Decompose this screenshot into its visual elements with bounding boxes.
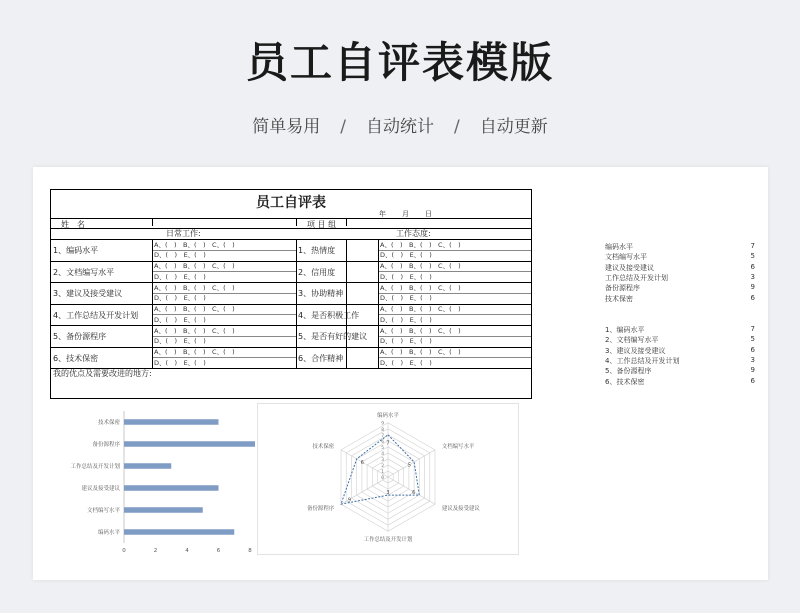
axis-label: 备份源程序 bbox=[307, 506, 335, 513]
option-choices[interactable]: D、( ) E、( ) bbox=[154, 272, 206, 281]
summary-row bbox=[605, 325, 755, 335]
option-choices[interactable]: D、( ) E、( ) bbox=[154, 294, 206, 303]
divider bbox=[296, 218, 297, 226]
radial-tick-label: 6 bbox=[381, 439, 385, 445]
option-choices[interactable]: A、( ) B、( ) C、( ) bbox=[380, 326, 461, 335]
bar-chart bbox=[50, 403, 255, 561]
option-choices[interactable]: A、( ) B、( ) C、( ) bbox=[380, 348, 461, 356]
page-title: 员工自评表模版 bbox=[245, 38, 554, 87]
axis-label: 编码水平 bbox=[377, 412, 399, 419]
divider bbox=[51, 218, 531, 219]
divider bbox=[51, 228, 531, 229]
attitude-item: 4、是否积极工作 bbox=[298, 310, 360, 320]
summary-row bbox=[605, 377, 755, 387]
summary-value: 6 bbox=[750, 293, 755, 302]
value-label: 6 bbox=[360, 460, 364, 467]
radial-tick-label: 9 bbox=[381, 421, 385, 427]
score-summary-2 bbox=[605, 325, 755, 387]
summary-value: 6 bbox=[750, 262, 755, 271]
axis-label: 文档编写水平 bbox=[441, 443, 475, 450]
spreadsheet-preview bbox=[33, 167, 768, 580]
option-choices[interactable]: A、( ) B、( ) C、( ) bbox=[380, 262, 461, 270]
summary-row bbox=[605, 294, 755, 304]
summary-label: 建议及接受建议 bbox=[605, 263, 654, 272]
value-label: 7 bbox=[386, 440, 390, 447]
option-choices[interactable]: A、( ) B、( ) C、( ) bbox=[380, 305, 461, 313]
month-label: 月 bbox=[402, 210, 411, 218]
column-divider bbox=[152, 239, 153, 368]
option-choices[interactable]: A、( ) B、( ) C、( ) bbox=[380, 283, 461, 292]
option-choices[interactable]: D、( ) E、( ) bbox=[380, 251, 432, 260]
option-choices[interactable]: A、( ) B、( ) C、( ) bbox=[380, 240, 461, 249]
bar bbox=[124, 485, 219, 491]
attitude-item: 2、信用度 bbox=[298, 267, 336, 277]
summary-value: 9 bbox=[750, 366, 755, 375]
column-divider bbox=[378, 239, 379, 368]
summary-label: 编码水平 bbox=[605, 243, 633, 251]
x-tick-label: 6 bbox=[216, 548, 221, 554]
evaluation-item: 1、编码水平 bbox=[53, 246, 99, 255]
summary-value: 3 bbox=[750, 355, 755, 364]
summary-label: 备份源程序 bbox=[605, 284, 640, 293]
divider bbox=[152, 218, 153, 226]
value-label: 9 bbox=[347, 497, 352, 504]
option-choices[interactable]: D、( ) E、( ) bbox=[154, 358, 206, 367]
option-choices[interactable]: A、( ) B、( ) C、( ) bbox=[154, 305, 235, 313]
option-choices[interactable]: D、( ) E、( ) bbox=[380, 337, 432, 346]
x-tick-label: 4 bbox=[185, 548, 189, 554]
option-choices[interactable]: D、( ) E、( ) bbox=[380, 315, 432, 324]
attitude-item: 3、协助精神 bbox=[298, 289, 344, 298]
x-tick-label: 2 bbox=[153, 548, 158, 554]
axis-label: 建议及接受建议 bbox=[441, 506, 480, 513]
evaluation-item: 3、建议及接受建议 bbox=[53, 289, 123, 298]
feature-tagline bbox=[0, 112, 800, 137]
axis-label: 技术保密 bbox=[312, 443, 335, 450]
summary-label: 3、建议及接受建议 bbox=[605, 346, 666, 355]
evaluation-item: 5、备份源程序 bbox=[53, 332, 107, 341]
bar bbox=[124, 441, 255, 447]
option-choices[interactable]: D、( ) E、( ) bbox=[380, 358, 432, 367]
attitude-item: 5、是否有好的建议 bbox=[298, 332, 368, 341]
radial-tick-label: 3 bbox=[381, 457, 385, 463]
summary-value: 5 bbox=[750, 252, 755, 261]
summary-value: 9 bbox=[750, 283, 755, 292]
form-title: 员工自评表 bbox=[256, 195, 326, 211]
option-choices[interactable]: A、( ) B、( ) C、( ) bbox=[154, 348, 235, 356]
option-choices[interactable]: D、( ) E、( ) bbox=[380, 294, 432, 303]
summary-value: 7 bbox=[750, 325, 755, 333]
category-label: 文档编写水平 bbox=[86, 508, 120, 514]
column-divider bbox=[296, 239, 297, 368]
option-choices[interactable]: A、( ) B、( ) C、( ) bbox=[154, 283, 235, 292]
summary-label: 文档编写水平 bbox=[605, 253, 647, 262]
feature-3: 自动更新 bbox=[479, 117, 548, 137]
attitude-item: 1、热情度 bbox=[298, 246, 336, 255]
summary-label: 6、技术保密 bbox=[605, 377, 645, 386]
column-divider bbox=[346, 239, 347, 368]
axis-label: 工作总结及开发计划 bbox=[363, 537, 413, 544]
x-tick-label: 0 bbox=[122, 548, 126, 554]
option-choices[interactable]: D、( ) E、( ) bbox=[154, 251, 206, 260]
radar-chart bbox=[257, 403, 519, 555]
radial-tick-label: 2 bbox=[381, 463, 385, 469]
radar-spoke bbox=[388, 450, 435, 477]
summary-row bbox=[605, 346, 755, 356]
summary-label: 技术保密 bbox=[605, 294, 633, 303]
summary-row bbox=[605, 356, 755, 366]
summary-value: 3 bbox=[750, 272, 755, 281]
name-label: 姓 名 bbox=[61, 220, 85, 229]
value-label: 6 bbox=[412, 489, 416, 496]
attitude-label: 工作态度: bbox=[396, 229, 431, 238]
score-summary-1 bbox=[605, 242, 755, 304]
radial-tick-label: 8 bbox=[381, 427, 385, 433]
summary-label: 4、工作总结及开发计划 bbox=[605, 356, 680, 365]
summary-label: 5、备份源程序 bbox=[605, 367, 652, 376]
feature-1: 简单易用 bbox=[252, 117, 321, 137]
x-tick-label: 8 bbox=[248, 548, 252, 554]
attitude-item: 6、合作精神 bbox=[298, 353, 344, 363]
summary-value: 7 bbox=[750, 242, 755, 250]
bar bbox=[124, 463, 171, 469]
option-choices[interactable]: D、( ) E、( ) bbox=[154, 315, 206, 324]
summary-value: 5 bbox=[750, 335, 755, 344]
value-label: 3 bbox=[386, 489, 390, 496]
category-label: 编码水平 bbox=[97, 530, 120, 536]
category-label: 技术保密 bbox=[97, 420, 120, 426]
daily-work-label: 日常工作: bbox=[166, 229, 201, 238]
option-choices[interactable]: A、( ) B、( ) C、( ) bbox=[154, 262, 235, 270]
option-choices[interactable]: A、( ) B、( ) C、( ) bbox=[154, 240, 235, 249]
summary-row bbox=[605, 283, 755, 293]
summary-label: 1、编码水平 bbox=[605, 326, 645, 334]
divider bbox=[51, 239, 531, 240]
value-label: 5 bbox=[407, 462, 411, 469]
year-label: 年 bbox=[379, 210, 388, 218]
feature-2: 自动统计 bbox=[366, 117, 434, 137]
improvement-label: 我的优点及需要改进的地方: bbox=[53, 369, 152, 378]
bar bbox=[124, 507, 203, 513]
summary-value: 6 bbox=[750, 345, 755, 354]
summary-value: 6 bbox=[750, 376, 755, 385]
option-choices[interactable]: D、( ) E、( ) bbox=[380, 272, 432, 281]
radial-tick-label: 0 bbox=[381, 476, 385, 481]
radial-tick-label: 5 bbox=[381, 445, 385, 451]
option-choices[interactable]: A、( ) B、( ) C、( ) bbox=[154, 326, 235, 335]
summary-row bbox=[605, 366, 755, 376]
category-label: 工作总结及开发计划 bbox=[70, 464, 120, 470]
day-label: 日 bbox=[425, 210, 434, 218]
summary-row bbox=[605, 263, 755, 273]
radial-tick-label: 1 bbox=[381, 469, 385, 475]
summary-row bbox=[605, 252, 755, 262]
summary-row bbox=[605, 335, 755, 345]
bar bbox=[124, 529, 234, 535]
separator: / bbox=[454, 117, 460, 137]
radial-tick-label: 7 bbox=[381, 433, 385, 439]
evaluation-item: 2、文档编写水平 bbox=[53, 267, 115, 277]
radial-tick-label: 4 bbox=[381, 451, 385, 457]
evaluation-item: 6、技术保密 bbox=[53, 353, 99, 363]
self-evaluation-form bbox=[50, 189, 532, 399]
summary-row bbox=[605, 242, 755, 252]
category-label: 建议及接受建议 bbox=[81, 486, 120, 492]
summary-label: 工作总结及开发计划 bbox=[605, 273, 668, 282]
bar bbox=[124, 419, 219, 425]
divider bbox=[346, 218, 347, 226]
category-label: 备份源程序 bbox=[92, 442, 120, 448]
summary-row bbox=[605, 273, 755, 283]
summary-label: 2、文档编写水平 bbox=[605, 336, 659, 345]
group-label: 项 目 组 bbox=[307, 220, 337, 229]
evaluation-item: 4、工作总结及开发计划 bbox=[53, 310, 139, 320]
separator: / bbox=[340, 117, 346, 137]
option-choices[interactable]: D、( ) E、( ) bbox=[154, 337, 206, 346]
